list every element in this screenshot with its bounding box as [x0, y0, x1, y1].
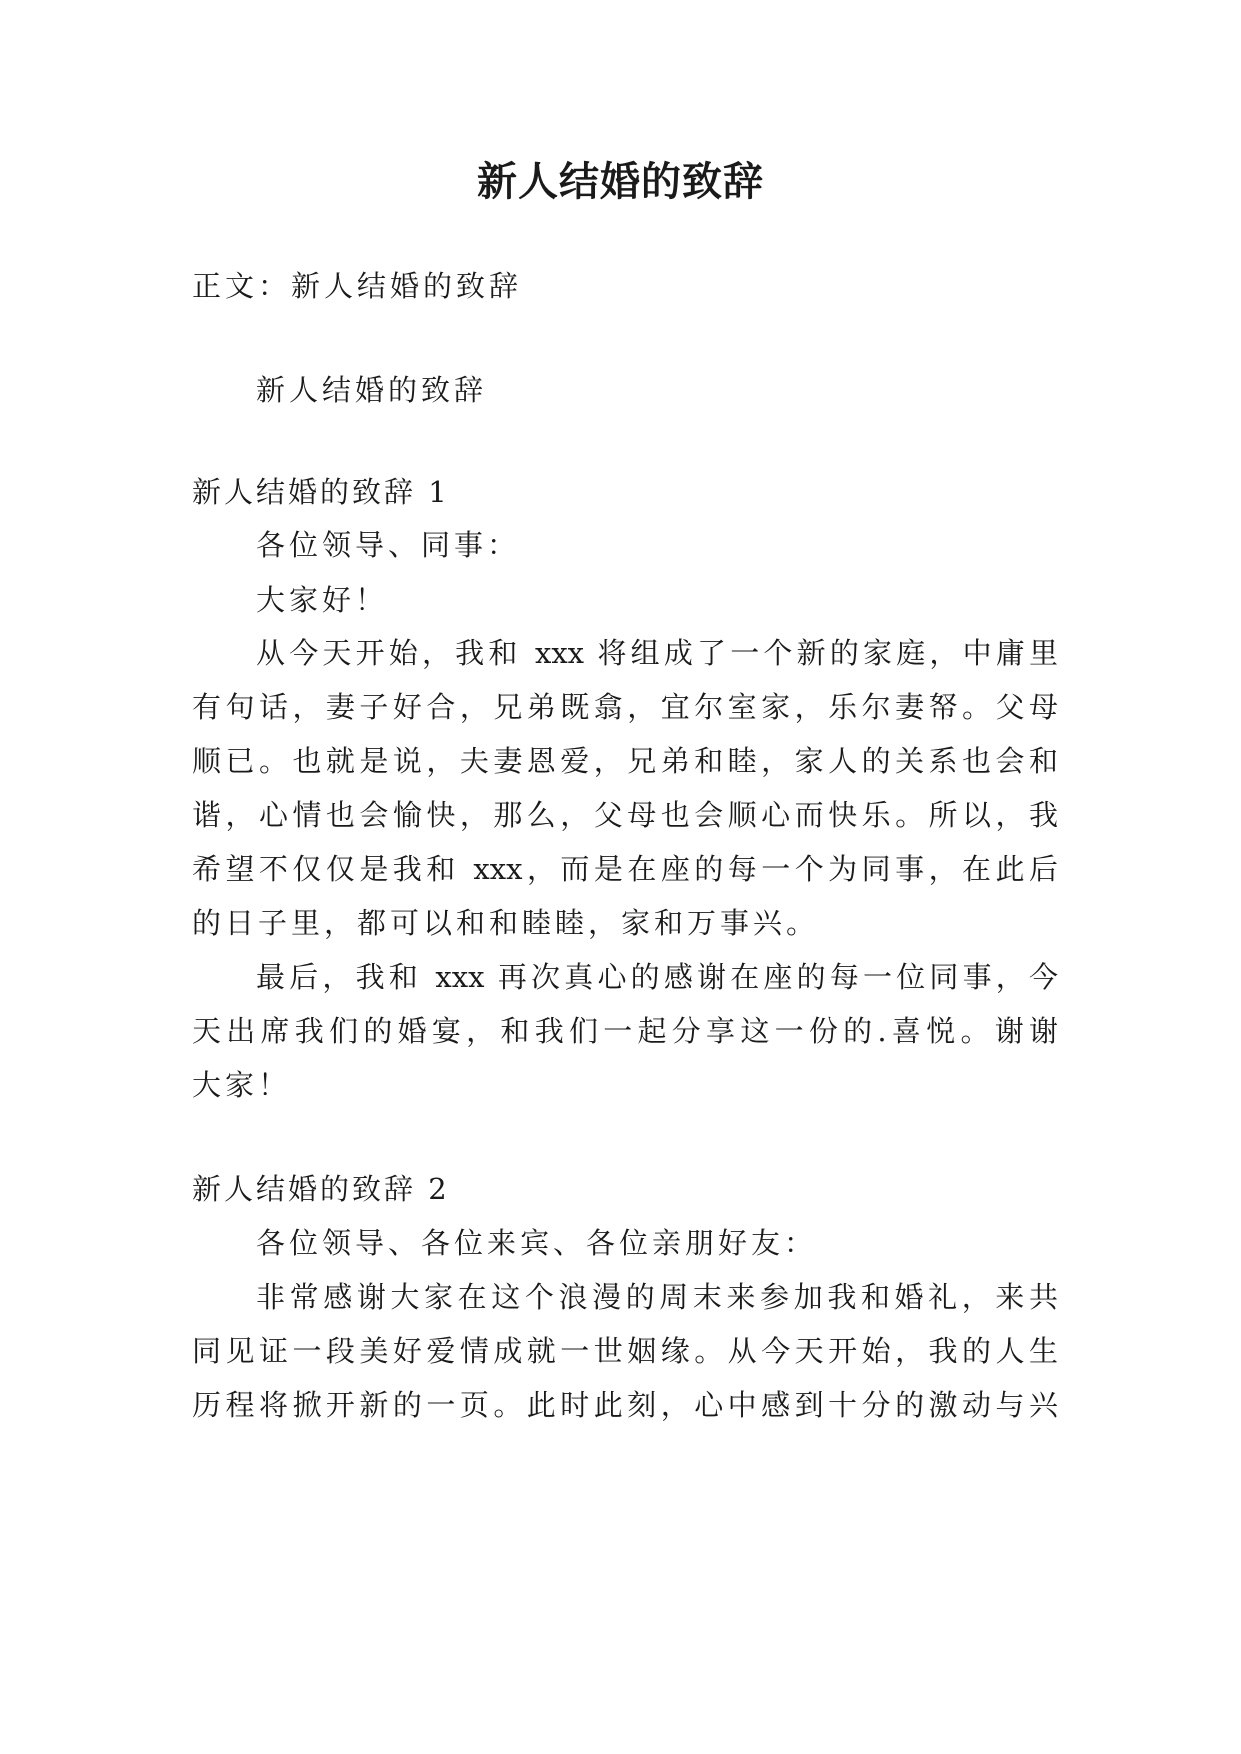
subtitle: 新人结婚的致辞 [256, 373, 488, 407]
section1-paragraph-line: 谐，心情也会愉快，那么，父母也会顺心而快乐。所以，我 [192, 798, 1058, 832]
section1-paragraph-line: 最后，我和 xxx 再次真心的感谢在座的每一位同事，今 [256, 960, 1058, 994]
section1-paragraph-line: 的日子里，都可以和和睦睦，家和万事兴。 [192, 906, 820, 940]
section2-salutation: 各位领导、各位来宾、各位亲朋好友： [256, 1226, 818, 1260]
section1-greeting: 大家好！ [256, 583, 389, 617]
section1-paragraph-line: 从今天开始，我和 xxx 将组成了一个新的家庭，中庸里 [256, 636, 1058, 670]
section1-heading: 新人结婚的致辞 1 [192, 475, 450, 509]
section1-paragraph-line: 顺已。也就是说，夫妻恩爱，兄弟和睦，家人的关系也会和 [192, 744, 1058, 778]
section1-paragraph-line: 希望不仅仅是我和 xxx，而是在座的每一个为同事，在此后 [192, 852, 1058, 886]
section1-salutation: 各位领导、同事： [256, 528, 521, 562]
section2-heading: 新人结婚的致辞 2 [192, 1172, 450, 1206]
section1-paragraph-line: 有句话，妻子好合，兄弟既翕，宜尔室家，乐尔妻帑。父母 [192, 690, 1058, 724]
section1-paragraph-line: 大家！ [192, 1068, 292, 1102]
document-title: 新人结婚的致辞 [477, 158, 764, 205]
section2-paragraph-line: 历程将掀开新的一页。此时此刻，心中感到十分的激动与兴 [192, 1388, 1058, 1422]
section2-paragraph-line: 非常感谢大家在这个浪漫的周末来参加我和婚礼，来共 [256, 1280, 1058, 1314]
section1-paragraph-line: 天出席我们的婚宴，和我们一起分享这一份的.喜悦。谢谢 [192, 1014, 1058, 1048]
header-line: 正文：新人结婚的致辞 [192, 269, 523, 303]
section2-paragraph-line: 同见证一段美好爱情成就一世姻缘。从今天开始，我的人生 [192, 1334, 1058, 1368]
